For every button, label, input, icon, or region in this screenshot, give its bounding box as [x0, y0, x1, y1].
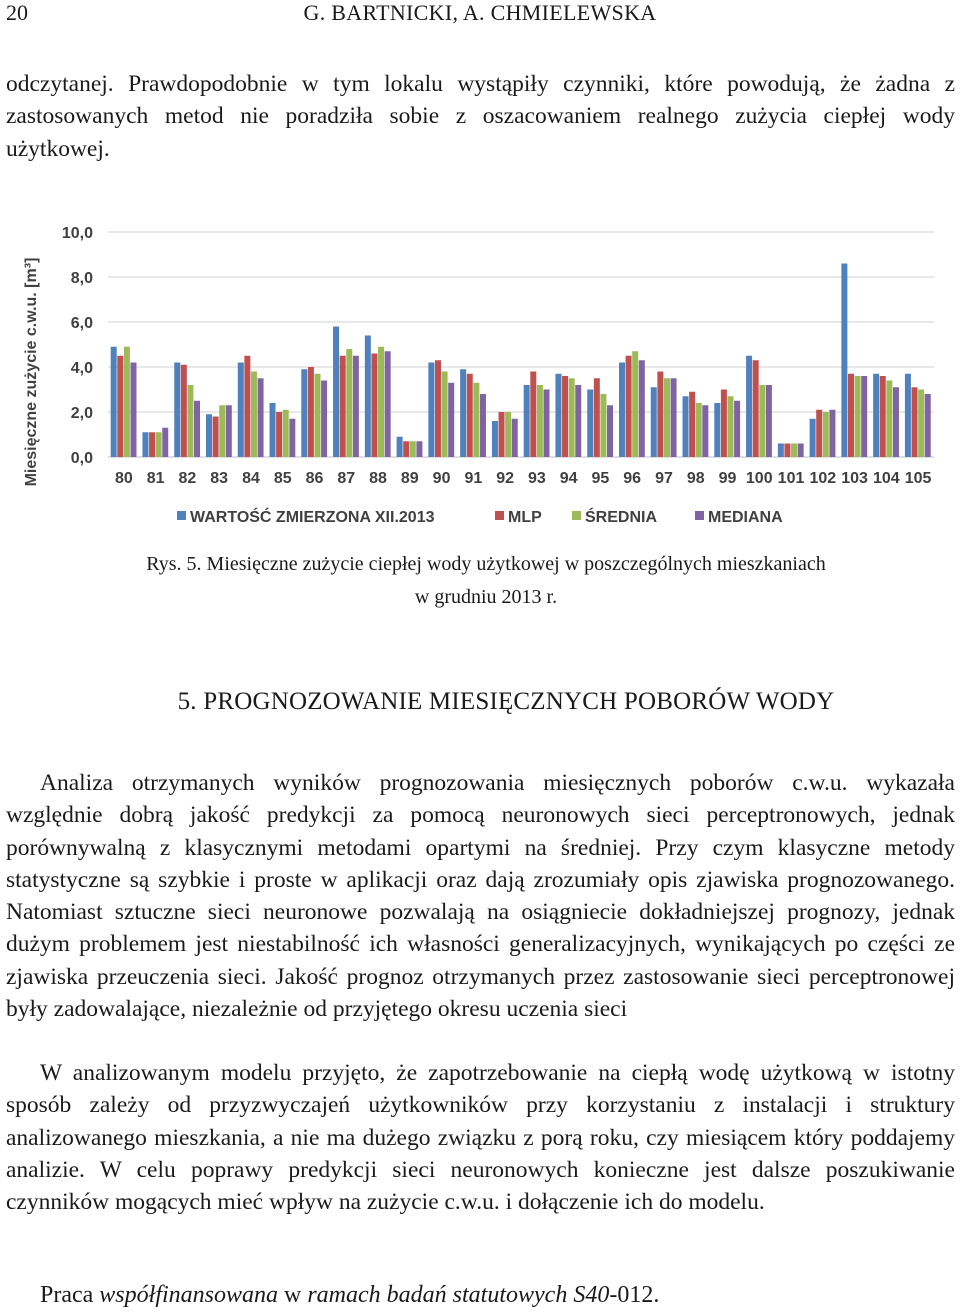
bar: [823, 412, 829, 457]
bar: [569, 378, 575, 457]
bar: [855, 376, 861, 457]
bar: [428, 363, 434, 458]
bar: [721, 390, 727, 458]
bar: [746, 356, 752, 457]
ack-part4: ramach badań statutowych S40: [307, 1282, 610, 1308]
bar: [410, 441, 416, 457]
bar: [734, 401, 740, 457]
x-tick-label: 95: [591, 470, 610, 487]
bar: [728, 396, 734, 457]
bar: [162, 428, 168, 457]
bar: [124, 347, 130, 457]
bar: [880, 376, 886, 457]
bar: [206, 414, 212, 457]
legend-label: WARTOŚĆ ZMIERZONA XII.2013: [190, 509, 435, 526]
bar: [714, 403, 720, 457]
bar: [810, 419, 816, 457]
bar: [315, 374, 321, 457]
bar: [816, 410, 822, 457]
bar: [829, 410, 835, 457]
x-tick-label: 81: [146, 470, 165, 487]
bar: [270, 403, 276, 457]
x-tick-label: 85: [273, 470, 292, 487]
bar: [333, 327, 339, 458]
x-tick-label: 99: [718, 470, 737, 487]
bar: [213, 417, 219, 458]
bar: [543, 390, 549, 458]
bar: [194, 401, 200, 457]
bar: [448, 383, 454, 457]
x-tick-label: 86: [305, 470, 324, 487]
bar: [276, 412, 282, 457]
x-tick-label: 80: [114, 470, 133, 487]
bar: [664, 378, 670, 457]
acknowledgement: [40, 1282, 659, 1309]
bar: [403, 441, 409, 457]
bar: [111, 347, 117, 457]
x-tick-label: 89: [400, 470, 419, 487]
chart-legend: [177, 507, 783, 526]
bar: [537, 385, 543, 457]
bar: [702, 405, 708, 457]
bar: [696, 403, 702, 457]
bar: [639, 360, 645, 457]
bar: [632, 351, 638, 457]
legend-swatch: [572, 511, 581, 520]
bar: [778, 444, 784, 458]
chart-y-axis-label: Miesięczne zużycie c.w.u. [m³]: [23, 257, 40, 487]
y-tick-label: 8,0: [70, 270, 93, 287]
section-heading: 5. PROGNOZOWANIE MIESIĘCZNYCH POBORÓW WODY: [177, 688, 835, 715]
bar: [289, 419, 295, 457]
bar: [505, 412, 511, 457]
bar: [149, 432, 155, 457]
x-tick-label: 82: [178, 470, 197, 487]
bar: [841, 264, 847, 458]
bar: [130, 363, 136, 458]
x-tick-label: 92: [496, 470, 515, 487]
bar: [251, 372, 257, 458]
bar: [353, 356, 359, 457]
y-tick-label: 6,0: [70, 315, 93, 332]
y-tick-label: 10,0: [61, 225, 93, 242]
bar: [626, 356, 632, 457]
chart-x-ticks: [115, 470, 932, 487]
bar: [575, 385, 581, 457]
bar: [689, 392, 695, 457]
bar: [873, 374, 879, 457]
bar: [346, 349, 352, 457]
x-tick-label: 100: [745, 470, 773, 487]
bar: [759, 385, 765, 457]
bar: [784, 444, 790, 458]
x-tick-label: 97: [655, 470, 673, 487]
x-tick-label: 88: [369, 470, 387, 487]
bar: [467, 374, 473, 457]
bar: [753, 360, 759, 457]
bar: [174, 363, 180, 458]
paragraph-model: W analizowanym modelu przyjęto, że zapotrzebowanie na ciepłą wodę użytkową w istotny sposób zależy od przyzwyczajeń użytkowników przy korzystaniu z instalacji i struktury analizowanego mieszkania, a nie ma dużego związku z porą roku, czy miesiącem który poddajemy analizie. W celu poprawy predykcji sieci neuronowych konieczne jest dalsze poszukiwanie czynników mogących mieć wpływ na zużycie c.w.u. i dołączenie ich do modelu.: [6, 1060, 955, 1216]
bar: [848, 374, 854, 457]
bar: [683, 396, 689, 457]
bar: [238, 363, 244, 458]
legend-swatch: [495, 511, 504, 520]
ack-part3: w: [278, 1282, 308, 1308]
bar: [181, 365, 187, 457]
bar: [219, 405, 225, 457]
bar: [442, 372, 448, 458]
bar: [340, 356, 346, 457]
bar: [893, 387, 899, 457]
x-tick-label: 90: [432, 470, 451, 487]
bar: [499, 412, 505, 457]
legend-label: MEDIANA: [708, 509, 783, 526]
paragraph-intro: odczytanej. Prawdopodobnie w tym lokalu wystąpiły czynniki, które powodują, że żadna z zastosowanych metod nie poradziła sobie z oszacowaniem realnego zużycia ciepłej wody użytkowej.: [6, 71, 955, 162]
running-head: G. BARTNICKI, A. CHMIELEWSKA: [303, 0, 657, 25]
bar: [607, 405, 613, 457]
bar: [562, 376, 568, 457]
ack-part2: współfinansowana: [99, 1282, 278, 1308]
x-tick-label: 84: [242, 470, 260, 487]
bar: [512, 419, 518, 457]
bar: [524, 385, 530, 457]
page-number: 20: [6, 0, 28, 25]
bar: [308, 367, 314, 457]
bar: [671, 378, 677, 457]
x-tick-label: 87: [337, 470, 356, 487]
bar: [244, 356, 250, 457]
figure-caption-line1: Rys. 5. Miesięczne zużycie ciepłej wody użytkowej w poszczególnych mieszkaniach: [146, 553, 826, 575]
bar: [473, 383, 479, 457]
bar-chart: [0, 215, 960, 545]
y-tick-label: 2,0: [70, 405, 93, 422]
bar: [925, 394, 931, 457]
page-header: [0, 0, 960, 28]
paragraph-analysis: Analiza otrzymanych wyników prognozowania miesięcznych poborów c.w.u. wykazała względnie dobrą jakość predykcji za pomocą neuronowych sieci perceptronowych, jednak porównywalną z klasycznymi metodami opartymi na średniej. Przy czym klasyczne metody statystyczne są szybkie i proste w aplikacji oraz dają zrozumiały opis zjawiska prognozowanego. Natomiast sztuczne sieci neuronowe pozwalają na osiągniecie dokładniejszej prognozy, jednak dużym problemem jest niestabilność ich własności generalizacyjnych, wynikających po części ze zjawiska przeuczenia sieci. Jakość prognoz otrzymanych przez zastosowanie sieci perceptronowej były zadowalające, niezależnie od przyjętego okresu uczenia sieci: [6, 770, 955, 1023]
x-tick-label: 96: [623, 470, 642, 487]
bar: [283, 410, 289, 457]
legend-swatch: [695, 511, 704, 520]
bar: [460, 369, 466, 457]
bar: [371, 354, 377, 458]
bar: [226, 405, 232, 457]
x-tick-label: 83: [210, 470, 229, 487]
bar: [587, 390, 593, 458]
bar: [435, 360, 441, 457]
bar: [912, 387, 918, 457]
x-tick-label: 103: [841, 470, 868, 487]
bar: [156, 432, 162, 457]
x-tick-label: 102: [809, 470, 837, 487]
bar: [530, 372, 536, 458]
bar: [301, 369, 307, 457]
legend-swatch: [177, 511, 186, 520]
bar: [886, 381, 892, 458]
ack-part5: -012.: [609, 1282, 660, 1308]
bar: [594, 378, 600, 457]
bar: [555, 374, 561, 457]
bar: [798, 444, 804, 458]
x-tick-label: 101: [777, 470, 805, 487]
x-tick-label: 91: [464, 470, 483, 487]
figure-caption-line2: w grudniu 2013 r.: [414, 586, 558, 608]
bar: [619, 363, 625, 458]
bar: [416, 441, 422, 457]
x-tick-label: 98: [686, 470, 705, 487]
ack-part1: Praca: [40, 1282, 100, 1308]
legend-label: ŚREDNIA: [585, 509, 658, 526]
chart-bars: [111, 264, 931, 458]
bar: [385, 351, 391, 457]
x-tick-label: 105: [904, 470, 932, 487]
bar: [321, 381, 327, 458]
chart-y-ticks: [62, 225, 93, 467]
y-tick-label: 4,0: [70, 360, 93, 377]
bar: [651, 387, 657, 457]
x-tick-label: 94: [559, 470, 578, 487]
bar: [791, 444, 797, 458]
bar: [492, 421, 498, 457]
bar: [365, 336, 371, 458]
bar: [861, 376, 867, 457]
bar: [918, 390, 924, 458]
y-tick-label: 0,0: [70, 450, 93, 467]
bar: [378, 347, 384, 457]
bar: [480, 394, 486, 457]
bar: [657, 372, 663, 458]
bar: [766, 385, 772, 457]
x-tick-label: 104: [872, 470, 900, 487]
bar: [117, 356, 123, 457]
bar: [600, 394, 606, 457]
bar: [187, 385, 193, 457]
x-tick-label: 93: [527, 470, 546, 487]
legend-label: MLP: [508, 509, 542, 526]
bar: [258, 378, 264, 457]
bar: [905, 374, 911, 457]
bar: [142, 432, 148, 457]
bar: [397, 437, 403, 457]
